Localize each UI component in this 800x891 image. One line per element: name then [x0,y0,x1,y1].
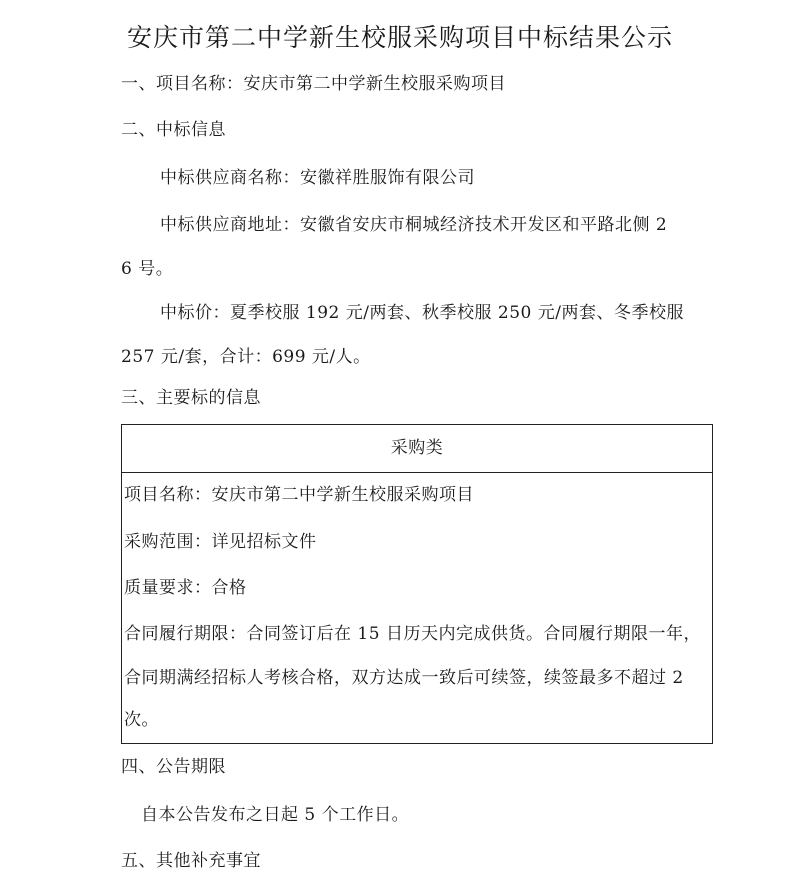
table-row-scope: 采购范围：详见招标文件 [124,532,317,552]
supplier-address-line-1: 中标供应商地址：安徽省安庆市桐城经济技术开发区和平路北侧 2 [160,215,668,235]
section-main-subject-heading: 三、主要标的信息 [121,388,261,408]
supplier-address-line-2: 6 号。 [121,259,174,279]
award-price-line-2: 257 元/套，合计：699 元/人。 [121,347,371,367]
table-row-contract-term-line-2: 合同期满经招标人考核合格，双方达成一致后可续签，续签最多不超过 2 [124,668,684,688]
section-project-name: 一、项目名称：安庆市第二中学新生校服采购项目 [121,74,506,94]
notice-period-text: 自本公告发布之日起 5 个工作日。 [141,805,410,825]
section-other-matters-heading: 五、其他补充事宜 [121,851,261,871]
table-row-project-name: 项目名称：安庆市第二中学新生校服采购项目 [124,485,474,505]
section-notice-period-heading: 四、公告期限 [121,757,226,777]
table-row-contract-term-line-3: 次。 [124,710,159,730]
award-price-line-1: 中标价：夏季校服 192 元/两套、秋季校服 250 元/两套、冬季校服 [160,303,684,323]
document-title: 安庆市第二中学新生校服采购项目中标结果公示 [126,23,673,52]
section-award-info-heading: 二、中标信息 [121,120,226,140]
subject-info-table [121,424,713,744]
table-header-cell: 采购类 [122,425,712,473]
supplier-name: 中标供应商名称：安徽祥胜服饰有限公司 [160,168,475,188]
table-row-contract-term-line-1: 合同履行期限：合同签订后在 15 日历天内完成供货。合同履行期限一年， [124,624,701,644]
table-row-quality: 质量要求：合格 [124,578,247,598]
